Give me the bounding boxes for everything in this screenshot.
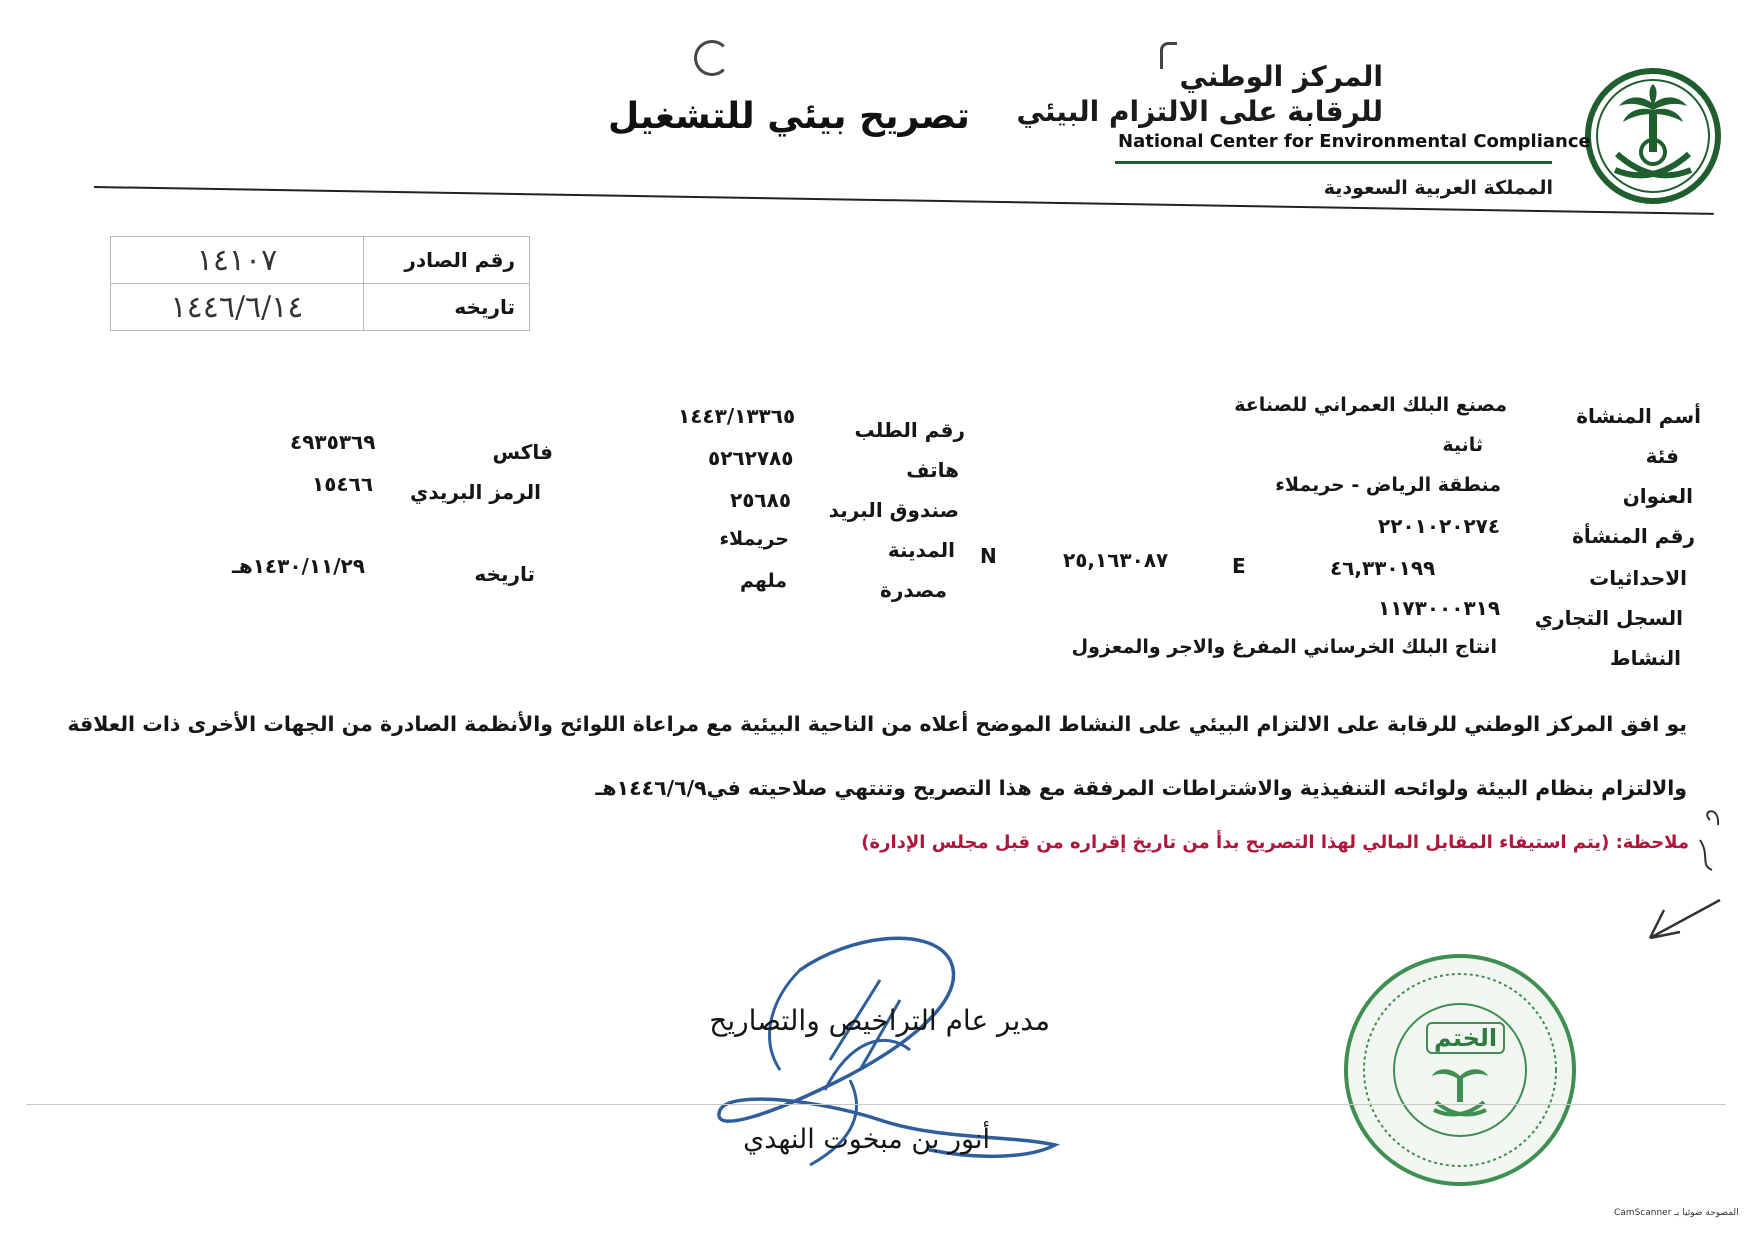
document-title: تصريح بيئي للتشغيل — [608, 96, 970, 137]
stamp-seal-icon — [1340, 950, 1580, 1190]
facility-number-label: رقم المنشأة — [1572, 524, 1695, 548]
facility-name-value: مصنع البلك العمراني للصناعة — [1234, 394, 1507, 416]
palm-swords-icon — [1583, 66, 1723, 206]
activity-value: انتاج البلك الخرساني المفرغ والاجر والمعزول — [1071, 636, 1497, 658]
facility-number-value: ٢٢٠١٠٢٠٢٧٤ — [1378, 514, 1501, 538]
reference-box — [110, 236, 530, 331]
category-label: فئة — [1645, 444, 1679, 468]
punch-mark — [694, 40, 730, 76]
cr-date-label: تاريخه — [474, 562, 535, 586]
margin-handwriting — [1640, 800, 1730, 940]
east-letter: E — [1232, 554, 1247, 578]
request-number-label: رقم الطلب — [854, 418, 965, 442]
north-letter: N — [980, 544, 998, 568]
east-coordinate-value: ٤٦,٣٣٠١٩٩ — [1330, 556, 1436, 580]
commercial-register-value: ١١٧٣٠٠٠٣١٩ — [1378, 596, 1501, 620]
scanner-watermark: CamScanner المصوحة ضوئيا بـ — [1614, 1208, 1739, 1218]
facility-name-label: أسم المنشاة — [1576, 404, 1701, 428]
approval-text-line2: والالتزام بنظام البيئة ولوائحه التنفيذية والاشتراطات المرفقة مع هذا التصريح وتنتهي صلاحيته في١٤٤٦/٦/٩هـ — [595, 776, 1687, 800]
postal-code-value: ١٥٤٦٦ — [312, 472, 374, 496]
po-box-value: ٢٥٦٨٥ — [730, 488, 792, 512]
issued-from-label: مصدرة — [880, 578, 947, 602]
country-name: المملكة العربية السعودية — [1323, 177, 1553, 199]
official-stamp — [1340, 950, 1580, 1190]
address-label: العنوان — [1622, 484, 1693, 508]
po-box-label: صندوق البريد — [828, 498, 959, 522]
org-name-line1: المركز الوطني — [1179, 60, 1383, 93]
request-number-value: ١٤٤٣/١٣٣٦٥ — [678, 404, 796, 428]
coordinates-label: الاحداثيات — [1589, 566, 1687, 590]
header-underline — [1115, 161, 1552, 164]
postal-code-label: الرمز البريدي — [410, 480, 541, 504]
stamp-label: الختم — [1426, 1022, 1505, 1054]
signatory-name: أنور بن مبخوت النهدي — [743, 1124, 990, 1155]
fee-note: ملاحظة: (يتم استيفاء المقابل المالي لهذا التصريح بدأ من تاريخ إقراره من قبل مجلس الإدارة) — [861, 832, 1689, 853]
activity-label: النشاط — [1609, 646, 1681, 670]
footer-divider — [26, 1104, 1726, 1105]
commercial-register-label: السجل التجاري — [1534, 606, 1683, 630]
header — [0, 0, 1755, 200]
punch-mark — [1160, 42, 1177, 69]
org-name-line2: للرقابة على الالتزام البيئي — [1016, 95, 1383, 128]
city-label: المدينة — [887, 538, 955, 562]
ncec-logo — [1583, 66, 1723, 206]
north-coordinate-value: ٢٥,١٦٣٠٨٧ — [1063, 548, 1169, 572]
signatory-title: مدير عام التراخيص والتصاريح — [709, 1004, 1050, 1037]
cr-date-value: ١٤٣٠/١١/٢٩هـ — [232, 554, 365, 578]
city-value: حريملاء — [719, 528, 789, 550]
issued-from-value: ملهم — [740, 570, 787, 592]
phone-value: ٥٢٦٢٧٨٥ — [708, 446, 794, 470]
issue-number-label: رقم الصادر — [404, 248, 515, 272]
issue-date-label: تاريخه — [454, 295, 515, 319]
issue-number-value: ١٤١٠٧ — [196, 242, 278, 278]
issue-date-value: ١٤٤٦/٦/١٤ — [170, 289, 304, 325]
category-value: ثانية — [1442, 434, 1483, 456]
fax-value: ٤٩٣٥٣٦٩ — [290, 430, 376, 454]
org-name-english: National Center for Environmental Compliance — [1118, 131, 1591, 152]
approval-text-line1: يو افق المركز الوطني للرقابة على الالتزام البيئي على النشاط الموضح أعلاه من الناحية البيئية مع مراعاة اللوائح والأنظمة الصادرة من الجهات الأخرى ذات العلاقة — [67, 712, 1687, 736]
fax-label: فاكس — [492, 440, 553, 464]
phone-label: هاتف — [906, 458, 959, 482]
address-value: منطقة الرياض - حريملاء — [1275, 474, 1501, 496]
